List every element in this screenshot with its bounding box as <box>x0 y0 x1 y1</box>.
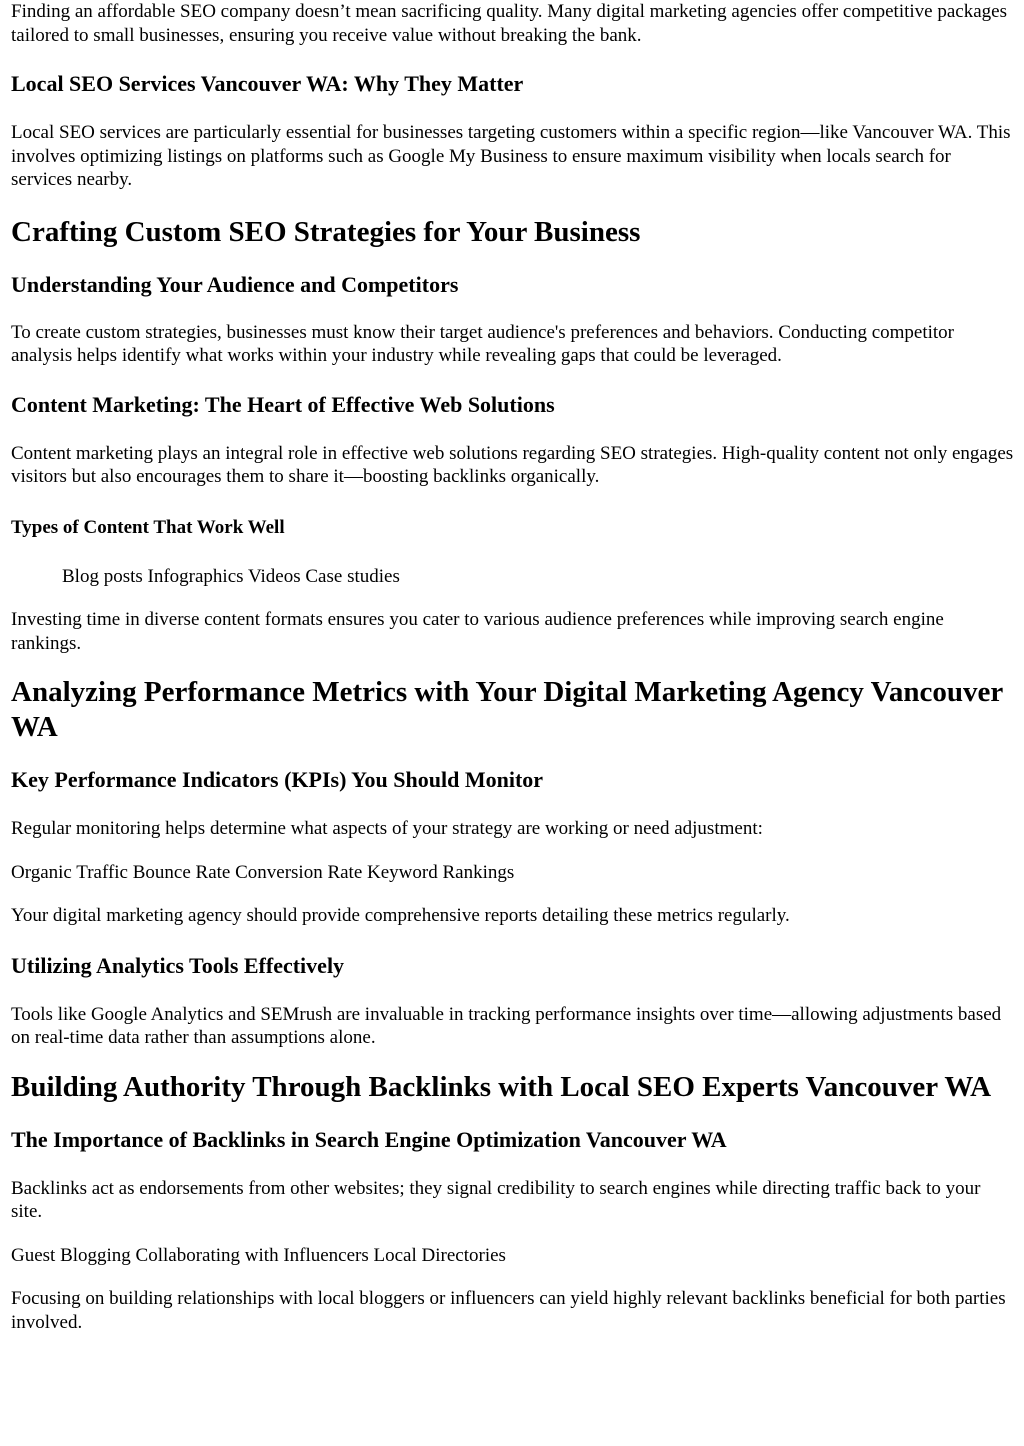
analyzing-metrics-heading: Analyzing Performance Metrics with Your Digital Marketing Agency Vancouver WA <box>11 676 1003 743</box>
article-body <box>11 0 1016 1334</box>
backlinks-importance-heading: The Importance of Backlinks in Search Engine Optimization Vancouver WA <box>11 1126 727 1152</box>
local-seo-paragraph: Local SEO services are particularly essential for businesses targeting customers within a specific region—like Vancouver WA. This involves optimizing listings on platforms such as Google My Business to ensure maximum visibility when locals search for services nearby. <box>11 122 1011 190</box>
reports-paragraph: Your digital marketing agency should provide comprehensive reports detailing these metrics regularly. <box>11 905 790 926</box>
backlinks-paragraph: Backlinks act as endorsements from other websites; they signal credibility to search engines while directing traffic back to your site. <box>11 1177 981 1222</box>
relationships-paragraph: Focusing on building relationships with local bloggers or influencers can yield highly relevant backlinks beneficial for both parties involved. <box>11 1288 1006 1333</box>
content-types-heading: Types of Content That Work Well <box>11 516 285 538</box>
intro-paragraph: Finding an affordable SEO company doesn’t mean sacrificing quality. Many digital marketing agencies offer competitive packages tailored to small businesses, ensuring you receive value without breaking the bank. <box>11 1 1007 46</box>
analytics-tools-paragraph: Tools like Google Analytics and SEMrush are invaluable in tracking performance insights over time—allowing adjustments based on real-time data rather than assumptions alone. <box>11 1003 1002 1048</box>
local-seo-heading: Local SEO Services Vancouver WA: Why They Matter <box>11 71 524 96</box>
backlinks-authority-heading: Building Authority Through Backlinks with Local SEO Experts Vancouver WA <box>11 1070 992 1103</box>
analytics-tools-heading: Utilizing Analytics Tools Effectively <box>11 952 345 978</box>
content-marketing-heading: Content Marketing: The Heart of Effective Web Solutions <box>11 391 555 417</box>
kpis-heading: Key Performance Indicators (KPIs) You Should Monitor <box>11 767 544 792</box>
audience-paragraph: To create custom strategies, businesses must know their target audience's preferences and behaviors. Conducting competitor analysis helps identify what works within your industry while revealing gaps that could be leveraged. <box>11 321 955 366</box>
kpi-list: Organic Traffic Bounce Rate Conversion Rate Keyword Rankings <box>11 861 515 883</box>
investing-paragraph: Investing time in diverse content formats ensures you cater to various audience preferences while improving search engine rankings. <box>11 609 944 654</box>
crafting-strategies-heading: Crafting Custom SEO Strategies for Your Business <box>11 215 641 248</box>
content-types-list: Blog posts Infographics Videos Case studies <box>62 565 400 587</box>
backlink-methods-list: Guest Blogging Collaborating with Influencers Local Directories <box>11 1244 506 1266</box>
content-marketing-paragraph: Content marketing plays an integral role in effective web solutions regarding SEO strategies. High-quality content not only engages visitors but also encourages them to share it—boosting backlinks organically. <box>11 442 1014 487</box>
monitoring-paragraph: Regular monitoring helps determine what aspects of your strategy are working or need adjustment: <box>11 818 763 839</box>
audience-heading: Understanding Your Audience and Competitors <box>11 271 459 297</box>
